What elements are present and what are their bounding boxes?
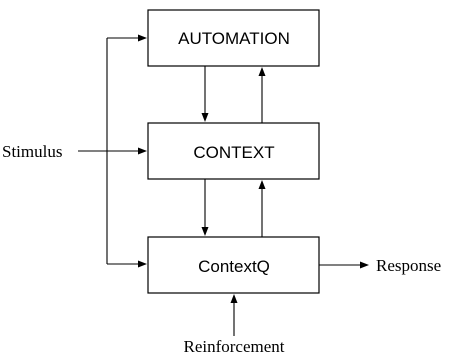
contextq-node [148,237,319,293]
arrow-context-to-contextq [202,179,209,236]
arrow-stimulus-to-contextq [107,261,147,268]
arrow-automation-to-context [202,66,209,122]
stimulus-label: Stimulus [2,142,63,161]
arrow-stimulus-to-automation [107,35,147,42]
arrowhead-right [138,35,147,42]
arrowhead-down [202,227,209,236]
arrowhead-down [202,113,209,122]
automation-node [148,10,319,66]
arrow-stimulus-to-context [78,148,147,155]
arrow-reinforcement-to-contextq [231,294,238,336]
arrow-contextq-to-response [319,262,369,269]
arrowhead-up [231,294,238,303]
arrowhead-right [138,148,147,155]
reinforcement-label: Reinforcement [183,337,285,356]
arrowhead-up [259,180,266,189]
arrowhead-right [138,261,147,268]
arrowhead-right [360,262,369,269]
arrow-context-to-automation [259,67,266,123]
response-label: Response [376,256,442,275]
automation-label: AUTOMATION [178,29,290,48]
context-node [148,123,319,179]
arrowhead-up [259,67,266,76]
context-label: CONTEXT [193,143,275,162]
arrow-contextq-to-context [259,180,266,237]
contextq-label: ContextQ [198,257,270,276]
